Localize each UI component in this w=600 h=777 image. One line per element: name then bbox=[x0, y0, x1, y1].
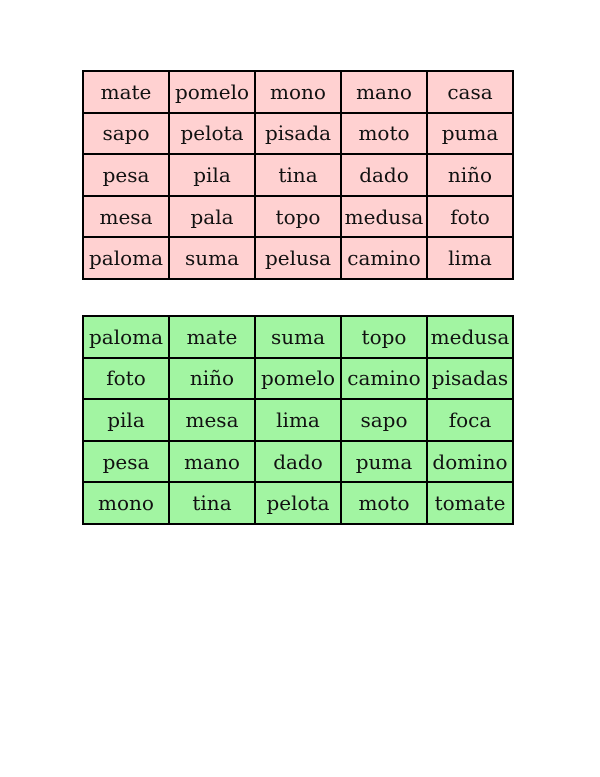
word-row bbox=[83, 441, 513, 483]
word-row bbox=[83, 482, 513, 524]
word-card-green bbox=[82, 315, 514, 525]
word-cell: medusa bbox=[341, 196, 427, 238]
word-cell: mano bbox=[169, 441, 255, 483]
word-cell: mano bbox=[341, 71, 427, 113]
word-cell: tina bbox=[255, 154, 341, 196]
word-row bbox=[83, 113, 513, 155]
word-cell: casa bbox=[427, 71, 513, 113]
word-cell: moto bbox=[341, 113, 427, 155]
word-cell: suma bbox=[169, 237, 255, 279]
word-cell: tomate bbox=[427, 482, 513, 524]
word-cell: mesa bbox=[169, 399, 255, 441]
word-cell: dado bbox=[255, 441, 341, 483]
word-cell: pala bbox=[169, 196, 255, 238]
word-cell: mesa bbox=[83, 196, 169, 238]
word-cell: tina bbox=[169, 482, 255, 524]
word-cell: pelusa bbox=[255, 237, 341, 279]
word-card-red bbox=[82, 70, 514, 280]
word-cell: lima bbox=[255, 399, 341, 441]
word-row bbox=[83, 237, 513, 279]
word-cell: mate bbox=[169, 316, 255, 358]
word-cell: pomelo bbox=[255, 358, 341, 400]
word-cell: niño bbox=[427, 154, 513, 196]
word-cell: niño bbox=[169, 358, 255, 400]
word-cell: puma bbox=[427, 113, 513, 155]
word-card-red-body bbox=[83, 71, 513, 279]
word-cell: puma bbox=[341, 441, 427, 483]
word-row bbox=[83, 316, 513, 358]
word-row bbox=[83, 196, 513, 238]
word-cell: pomelo bbox=[169, 71, 255, 113]
word-cell: paloma bbox=[83, 237, 169, 279]
word-cell: pesa bbox=[83, 441, 169, 483]
word-cell: sapo bbox=[83, 113, 169, 155]
word-cell: camino bbox=[341, 358, 427, 400]
word-cell: foto bbox=[427, 196, 513, 238]
word-card-green-body bbox=[83, 316, 513, 524]
word-cell: lima bbox=[427, 237, 513, 279]
word-cell: dado bbox=[341, 154, 427, 196]
word-row bbox=[83, 71, 513, 113]
word-cell: foto bbox=[83, 358, 169, 400]
word-row bbox=[83, 358, 513, 400]
word-cell: domino bbox=[427, 441, 513, 483]
word-cell: moto bbox=[341, 482, 427, 524]
word-cell: mono bbox=[255, 71, 341, 113]
word-row bbox=[83, 154, 513, 196]
word-cell: pisada bbox=[255, 113, 341, 155]
word-cell: pila bbox=[83, 399, 169, 441]
word-cell: pesa bbox=[83, 154, 169, 196]
word-cell: pelota bbox=[169, 113, 255, 155]
word-cell: foca bbox=[427, 399, 513, 441]
word-cell: medusa bbox=[427, 316, 513, 358]
word-cell: suma bbox=[255, 316, 341, 358]
word-cell: topo bbox=[341, 316, 427, 358]
word-cell: topo bbox=[255, 196, 341, 238]
word-cell: paloma bbox=[83, 316, 169, 358]
word-cell: pelota bbox=[255, 482, 341, 524]
word-cell: pisadas bbox=[427, 358, 513, 400]
word-row bbox=[83, 399, 513, 441]
word-cell: pila bbox=[169, 154, 255, 196]
word-cell: mate bbox=[83, 71, 169, 113]
word-cell: sapo bbox=[341, 399, 427, 441]
word-cell: mono bbox=[83, 482, 169, 524]
word-cell: camino bbox=[341, 237, 427, 279]
